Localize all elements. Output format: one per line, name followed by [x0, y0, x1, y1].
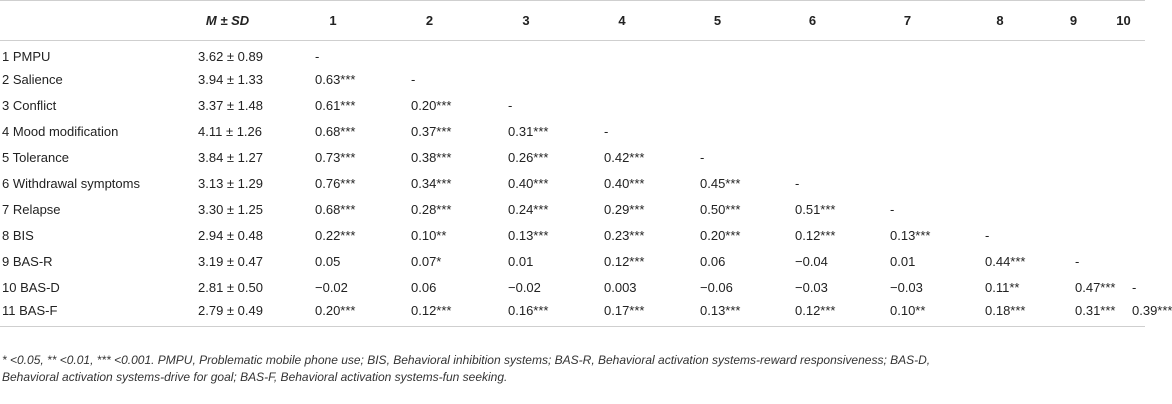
cell: -: [315, 49, 320, 65]
header-variable: [0, 1, 170, 41]
cell: [860, 41, 955, 67]
cell: [860, 145, 955, 171]
header-col-5: 5: [670, 1, 765, 41]
cell: 0.61***: [315, 98, 356, 113]
header-col-8: 8: [955, 1, 1045, 41]
cell: [574, 41, 670, 67]
cell: [1045, 67, 1102, 93]
row-label: 1 PMPU: [2, 49, 51, 65]
cell: 0.44***: [985, 254, 1026, 269]
cell: [955, 197, 1045, 223]
row-label: 5 Tolerance: [2, 150, 69, 165]
cell: 0.34***: [411, 176, 452, 191]
cell: 0.40***: [604, 176, 645, 191]
row-label: 11 BAS-F: [2, 302, 58, 318]
row-mean-sd: 3.30 ± 1.25: [198, 202, 263, 217]
cell: [955, 41, 1045, 67]
cell: 0.68***: [315, 124, 356, 139]
row-label: 2 Salience: [2, 72, 63, 87]
cell: [1045, 171, 1102, 197]
cell: [1102, 145, 1145, 171]
table-row: [0, 93, 1145, 119]
cell: 0.12***: [795, 228, 836, 243]
table-row: [0, 41, 1145, 67]
row-mean-sd: 2.94 ± 0.48: [198, 228, 263, 243]
cell: -: [700, 150, 705, 165]
row-label: 4 Mood modification: [2, 124, 119, 139]
cell: 0.12***: [411, 302, 452, 318]
cell: 0.29***: [604, 202, 645, 217]
cell: -: [604, 124, 609, 139]
table-row: [0, 197, 1145, 223]
cell: [478, 67, 574, 93]
cell: -: [411, 72, 416, 87]
cell: [765, 41, 860, 67]
row-mean-sd: 3.13 ± 1.29: [198, 176, 263, 191]
cell: 0.12***: [604, 254, 645, 269]
cell: 0.63***: [315, 72, 356, 87]
row-mean-sd: 3.84 ± 1.27: [198, 150, 263, 165]
cell: 0.40***: [508, 176, 549, 191]
table-bottom-rule: [0, 327, 1145, 330]
cell: [1045, 41, 1102, 67]
row-mean-sd: 3.94 ± 1.33: [198, 72, 263, 87]
row-mean-sd: 3.62 ± 0.89: [198, 49, 263, 65]
cell: [955, 67, 1045, 93]
cell: [765, 145, 860, 171]
header-col-4: 4: [574, 1, 670, 41]
header-mean-sd: M ± SD: [170, 1, 285, 41]
cell: [574, 67, 670, 93]
cell: [860, 171, 955, 197]
cell: 0.76***: [315, 176, 356, 191]
table-row: [0, 67, 1145, 93]
row-mean-sd: 4.11 ± 1.26: [198, 124, 262, 139]
cell: 0.18***: [985, 302, 1026, 318]
cell: 0.22***: [315, 228, 356, 243]
cell: [1102, 171, 1145, 197]
cell: [765, 93, 860, 119]
cell: [670, 41, 765, 67]
header-col-3: 3: [478, 1, 574, 41]
cell: 0.73***: [315, 150, 356, 165]
cell: [765, 67, 860, 93]
cell: -: [1075, 254, 1080, 269]
cell: 0.10**: [890, 302, 926, 318]
table-row: [0, 275, 1145, 301]
cell: 0.31***: [508, 124, 549, 139]
table-header-row: [0, 1, 1145, 41]
header-col-6: 6: [765, 1, 860, 41]
cell: 0.24***: [508, 202, 549, 217]
cell: [1102, 249, 1145, 275]
cell: [1045, 119, 1102, 145]
cell: 0.45***: [700, 176, 741, 191]
cell: −0.04: [795, 254, 828, 269]
header-col-7: 7: [860, 1, 955, 41]
cell: 0.47***: [1075, 280, 1116, 295]
cell: 0.12***: [795, 302, 836, 318]
cell: [670, 67, 765, 93]
cell: [381, 41, 478, 67]
cell: 0.06: [411, 280, 437, 295]
cell: [574, 93, 670, 119]
table-row: [0, 171, 1145, 197]
cell: 0.16***: [508, 302, 549, 318]
cell: [1102, 41, 1145, 67]
row-label: 10 BAS-D: [2, 280, 60, 295]
header-col-9: 9: [1045, 1, 1102, 41]
table-footnote: [2, 352, 1142, 386]
cell: [860, 93, 955, 119]
cell: [1102, 67, 1145, 93]
row-mean-sd: 2.81 ± 0.50: [198, 280, 263, 295]
row-label: 9 BAS-R: [2, 254, 53, 269]
row-mean-sd: 3.37 ± 1.48: [198, 98, 263, 113]
table-row: [0, 223, 1145, 249]
cell: [1045, 197, 1102, 223]
header-col-2: 2: [381, 1, 478, 41]
cell: 0.003: [604, 280, 637, 295]
cell: -: [890, 202, 895, 217]
cell: 0.20***: [315, 302, 356, 318]
cell: 0.26***: [508, 150, 549, 165]
cell: 0.39***: [1132, 302, 1172, 318]
table-row: [0, 145, 1145, 171]
cell: −0.02: [508, 280, 541, 295]
cell: 0.07*: [411, 254, 442, 269]
cell: −0.02: [315, 280, 348, 295]
cell: 0.06: [700, 254, 726, 269]
row-mean-sd: 2.79 ± 0.49: [198, 302, 263, 318]
footnote-line-2: Behavioral activation systems-drive for goal; BAS-F, Behavioral activation systems-fun seeking.: [2, 370, 508, 384]
cell: −0.03: [890, 280, 923, 295]
table-row: [0, 119, 1145, 145]
cell: −0.06: [700, 280, 733, 295]
row-label: 7 Relapse: [2, 202, 61, 217]
row-mean-sd: 3.19 ± 0.47: [198, 254, 263, 269]
cell: [1102, 223, 1145, 249]
cell: [1045, 145, 1102, 171]
cell: 0.68***: [315, 202, 356, 217]
cell: -: [508, 98, 513, 113]
cell: 0.01: [890, 254, 916, 269]
cell: [478, 41, 574, 67]
cell: 0.42***: [604, 150, 645, 165]
table-row: [0, 249, 1145, 275]
row-label: 6 Withdrawal symptoms: [2, 176, 140, 191]
table-row: [0, 301, 1145, 327]
cell: 0.05: [315, 254, 341, 269]
cell: [955, 145, 1045, 171]
header-col-1: 1: [285, 1, 381, 41]
cell: [1102, 197, 1145, 223]
header-col-10: 10: [1102, 1, 1145, 41]
cell: [1045, 93, 1102, 119]
row-label: 3 Conflict: [2, 98, 57, 113]
cell: 0.50***: [700, 202, 741, 217]
cell: [860, 67, 955, 93]
cell: 0.38***: [411, 150, 452, 165]
cell: 0.20***: [411, 98, 452, 113]
cell: 0.10**: [411, 228, 447, 243]
cell: 0.13***: [890, 228, 931, 243]
cell: [670, 119, 765, 145]
footnote-line-1: * <0.05, ** <0.01, *** <0.001. PMPU, Problematic mobile phone use; BIS, Behavioral inhibition systems; BAS-R, Behavioral activation systems-reward responsiveness; BAS-D,: [2, 353, 931, 367]
cell: 0.17***: [604, 302, 645, 318]
cell: 0.20***: [700, 228, 741, 243]
cell: 0.01: [508, 254, 534, 269]
cell: 0.28***: [411, 202, 452, 217]
cell: [765, 119, 860, 145]
cell: [955, 119, 1045, 145]
cell: -: [985, 228, 990, 243]
table-body: [0, 41, 1172, 327]
cell: -: [1132, 280, 1137, 295]
cell: [955, 93, 1045, 119]
cell: [955, 171, 1045, 197]
cell: −0.03: [795, 280, 828, 295]
cell: [1045, 223, 1102, 249]
cell: 0.11**: [985, 280, 1020, 295]
cell: [1102, 93, 1145, 119]
row-label: 8 BIS: [2, 228, 34, 243]
cell: -: [795, 176, 800, 191]
cell: 0.13***: [508, 228, 549, 243]
cell: [1102, 119, 1145, 145]
cell: 0.23***: [604, 228, 645, 243]
cell: 0.13***: [700, 302, 741, 318]
cell: 0.37***: [411, 124, 452, 139]
cell: 0.31***: [1075, 302, 1116, 318]
cell: 0.51***: [795, 202, 836, 217]
cell: [860, 119, 955, 145]
cell: [670, 93, 765, 119]
